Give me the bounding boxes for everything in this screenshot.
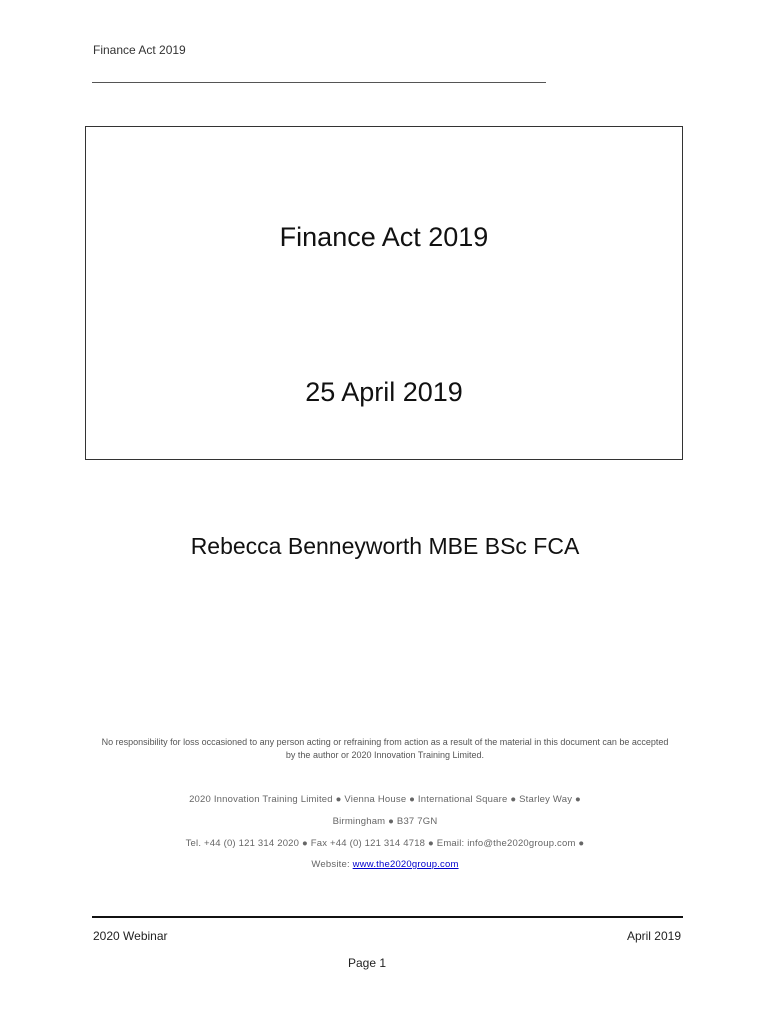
document-title: Finance Act 2019	[279, 222, 489, 252]
page-number: Page 1	[347, 956, 387, 970]
author-name: Rebecca Benneyworth MBE BSc FCA	[190, 533, 580, 559]
footer-rule	[92, 916, 683, 918]
company-city-line: Birmingham ● B37 7GN	[332, 816, 438, 827]
title-box	[85, 126, 683, 460]
company-website-line	[0, 859, 770, 870]
footer-right-text: April 2019	[626, 929, 681, 943]
company-address-line: 2020 Innovation Training Limited ● Vienna House ● International Square ● Starley Way ●	[189, 794, 581, 805]
document-date: 25 April 2019	[305, 377, 463, 407]
running-header-title: Finance Act 2019	[93, 43, 186, 57]
disclaimer-text: No responsibility for loss occasioned to any person acting or refraining from action as a result of the material in this document can be accepted by the author or 2020 Innovation Training Limited.	[101, 737, 669, 760]
website-label: Website:	[311, 859, 350, 870]
header-rule	[92, 82, 546, 83]
company-phone-line: Tel. +44 (0) 121 314 2020 ● Fax +44 (0) 121 314 4718 ● Email: info@the2020group.com ●	[185, 838, 585, 849]
footer-left-text: 2020 Webinar	[93, 929, 168, 943]
website-link[interactable]: www.the2020group.com	[352, 859, 459, 870]
